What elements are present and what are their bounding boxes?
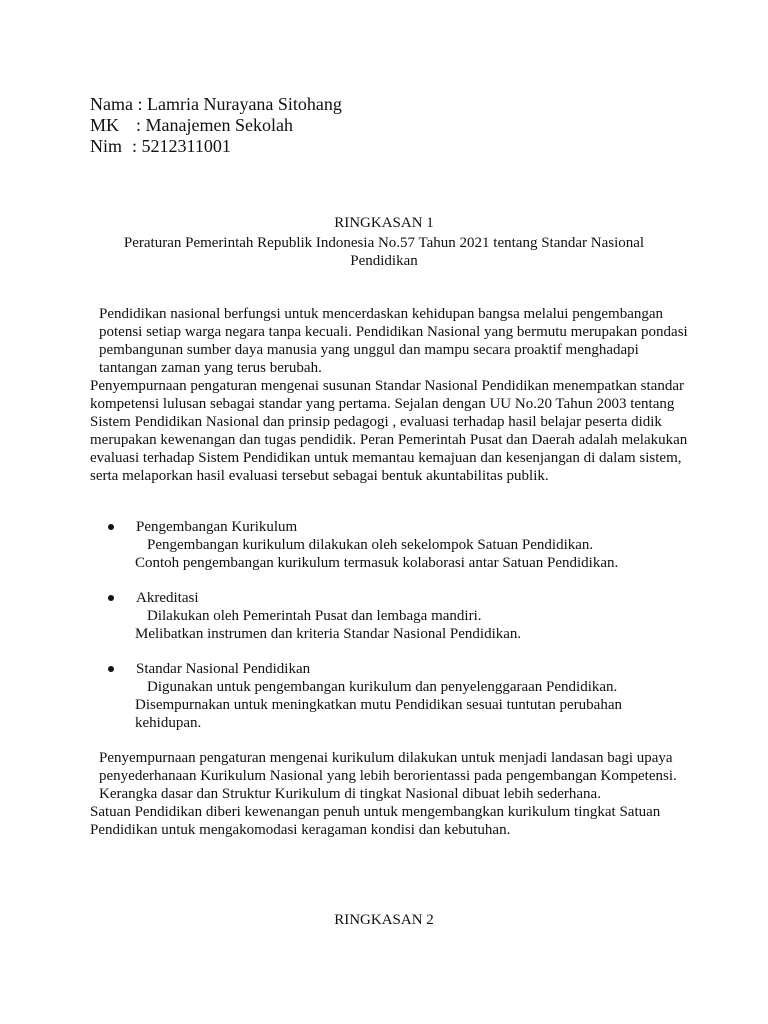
bullet-line-2: Contoh pengembangan kurikulum termasuk kolaborasi antar Satuan Pendidikan.	[135, 555, 619, 571]
mk-label: MK	[90, 115, 120, 135]
closing-paragraphs	[90, 749, 695, 839]
bullet-item-standar	[108, 660, 643, 732]
bullet-line-1: Pengembangan kurikulum dilakukan oleh sekelompok Satuan Pendidikan.	[147, 537, 594, 553]
bullet-dot-icon	[108, 666, 114, 672]
bullet-heading: Standar Nasional Pendidikan	[136, 661, 311, 677]
paragraph-1: Pendidikan nasional berfungsi untuk mencerdaskan kehidupan bangsa melalui pengembangan potensi setiap warga negara tanpa kecuali. Pendidikan Nasional yang bermutu merupakan pondasi pembangunan sumber daya manusia yang unggul dan mampu secara proaktif menghadapi tantangan zaman yang terus berubah.	[99, 306, 688, 376]
bullet-line-1: Dilakukan oleh Pemerintah Pusat dan lembaga mandiri.	[147, 608, 482, 624]
ringkasan-1-subtitle: Peraturan Pemerintah Republik Indonesia No.57 Tahun 2021 tentang Standar Nasional Pendidikan	[123, 235, 645, 269]
mk-row	[90, 115, 342, 136]
bullet-line-2: Melibatkan instrumen dan kriteria Standar Nasional Pendidikan.	[135, 626, 522, 642]
bullet-line-2: Disempurnakan untuk meningkatkan mutu Pendidikan sesuai tuntutan perubahan kehidupan.	[135, 697, 622, 731]
nama-value: : Lamria Nurayana Sitohang	[137, 94, 342, 114]
bullet-heading: Akreditasi	[136, 590, 199, 606]
bullet-line-1: Digunakan untuk pengembangan kurikulum dan penyelenggaraan Pendidikan.	[147, 679, 618, 695]
student-header	[90, 94, 342, 157]
nim-value: : 5212311001	[132, 136, 231, 156]
paragraph-3: Penyempurnaan pengaturan mengenai kurikulum dilakukan untuk menjadi landasan bagi upaya penyederhanaan Kurikulum Nasional yang lebih berorientassi pada pengembangan Kompetensi. Kerangka dasar dan Struktur Kurikulum di tingkat Nasional dibuat lebih sederhana.	[99, 750, 677, 802]
intro-paragraphs	[90, 305, 690, 485]
nama-label: Nama	[90, 94, 133, 114]
bullet-item-akreditasi	[108, 589, 668, 643]
paragraph-4: Satuan Pendidikan diberi kewenangan penuh untuk mengembangkan kurikulum tingkat Satuan Pendidikan untuk mengakomodasi keragaman kondisi dan kebutuhan.	[90, 804, 661, 838]
paragraph-2: Penyempurnaan pengaturan mengenai susunan Standar Nasional Pendidikan menempatkan standar kompetensi lulusan sebagai standar yang pertama. Sejalan dengan UU No.20 Tahun 2003 tentang Sistem Pendidikan Nasional dan prinsip pedagogi , evaluasi terhadap hasil belajar peserta didik merupakan kewenangan dan tugas pendidik. Peran Pemerintah Pusat dan Daerah adalah melakukan evaluasi terhadap Sistem Pendidikan untuk memantau kemajuan dan kesenjangan di dalam sistem, serta melaporkan hasil evaluasi tersebut sebagai bentuk akuntabilitas publik.	[90, 378, 688, 484]
ringkasan-1-title: RINGKASAN 1	[334, 215, 434, 231]
bullet-heading: Pengembangan Kurikulum	[136, 519, 298, 535]
nama-row	[90, 94, 342, 115]
bullet-dot-icon	[108, 524, 114, 530]
nim-row	[90, 136, 342, 157]
bullet-dot-icon	[108, 595, 114, 601]
ringkasan-2-title: RINGKASAN 2	[334, 912, 434, 928]
bullet-item-kurikulum	[108, 518, 668, 572]
mk-value: : Manajemen Sekolah	[136, 115, 293, 135]
nim-label: Nim	[90, 136, 123, 156]
